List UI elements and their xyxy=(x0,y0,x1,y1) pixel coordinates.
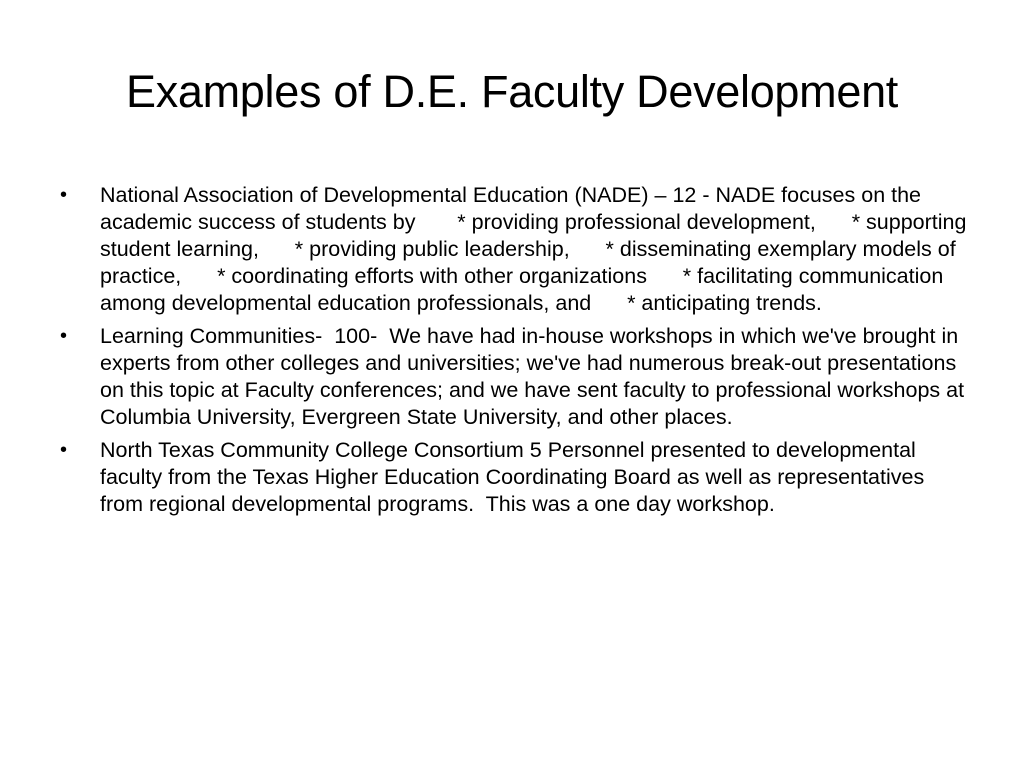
bullet-text: Learning Communities- 100- We have had in-house workshops in which we've brought in experts from other colleges and universities; we've had numerous break-out presentations on this topic at Faculty conferences; and we have sent faculty to professional workshops at Columbia University, Evergreen State University, and other places. xyxy=(100,324,971,429)
bullet-icon: • xyxy=(60,439,68,461)
bullet-list xyxy=(58,182,973,524)
bullet-text: North Texas Community College Consortium 5 Personnel presented to developmental faculty from the Texas Higher Education Coordinating Board as well as representatives from regional developmental programs. This was a one day workshop. xyxy=(100,438,931,516)
bullet-text: National Association of Developmental Education (NADE) – 12 - NADE focuses on the academic success of students by * providing professional development, * supporting student learning, * providing public leadership, * disseminating exemplary models of practice, * coordinating efforts with other organizations * facilitating communication among developmental education professionals, and * anticipating trends. xyxy=(100,183,973,315)
bullet-item-nade xyxy=(58,182,973,317)
bullet-item-north-texas-consortium xyxy=(58,437,968,518)
bullet-item-learning-communities xyxy=(58,323,971,431)
slide-title: Examples of D.E. Faculty Development xyxy=(125,66,899,117)
bullet-icon: • xyxy=(60,184,68,206)
bullet-icon: • xyxy=(60,325,68,347)
